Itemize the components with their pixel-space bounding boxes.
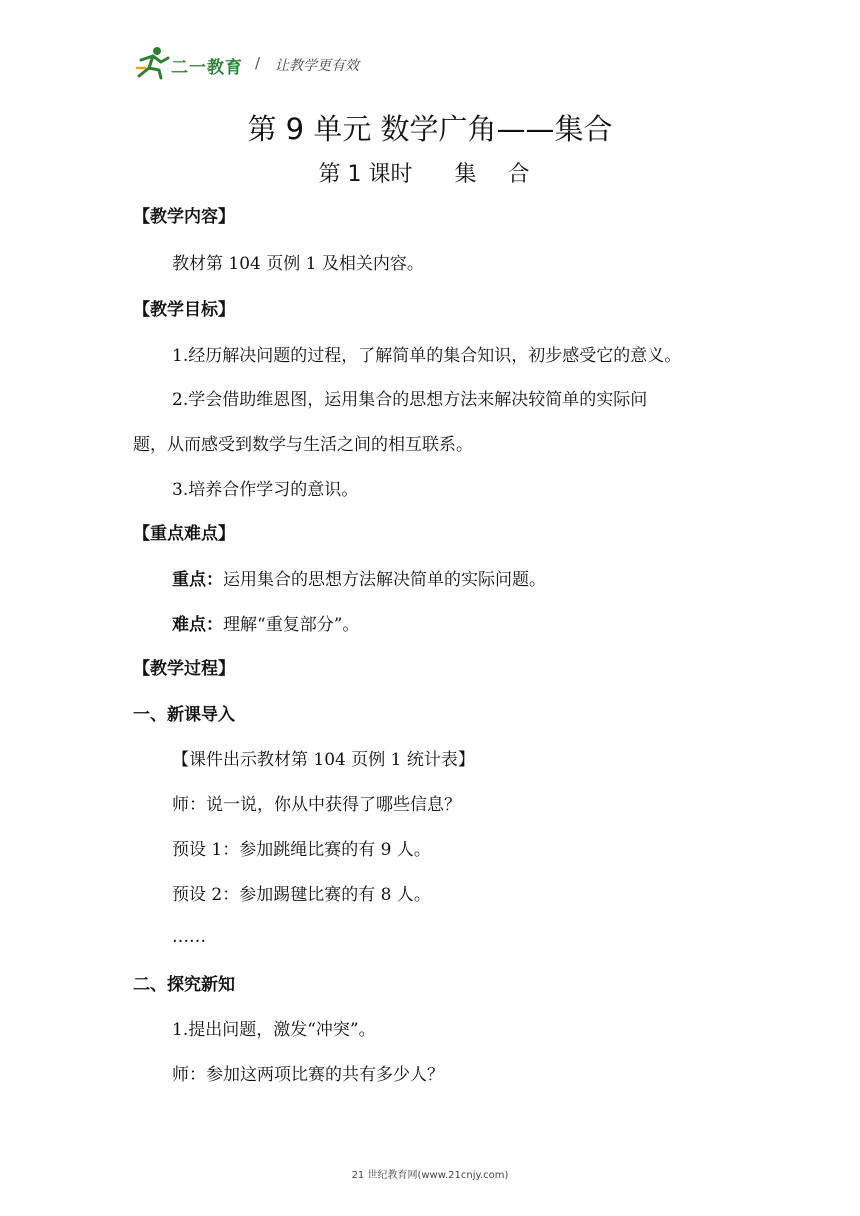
section-heading-content: 【教学内容】	[133, 207, 235, 227]
content-text: 教材第 104 页例 1 及相关内容。	[172, 254, 424, 274]
lesson-title	[0, 157, 860, 188]
preset-answer-1: 预设 1：参加跳绳比赛的有 9 人。	[172, 840, 431, 860]
difficult-point	[172, 613, 359, 637]
part-1-heading: 一、新课导入	[133, 705, 235, 725]
header-slogan: 让教学更有效	[275, 58, 359, 74]
keypoints-heading-text: 【重点难点】	[133, 524, 235, 544]
difficult-label: 难点：	[172, 615, 223, 635]
section-heading-process: 【教学过程】	[133, 659, 235, 679]
key-text: 运用集合的思想方法解决简单的实际问题。	[223, 570, 546, 590]
runner-logo-icon	[135, 46, 171, 80]
goal-2-line-2: 题，从而感受到数学与生活之间的相互联系。	[133, 435, 473, 455]
teacher-question-2: 师：参加这两项比赛的共有多少人？	[172, 1065, 444, 1085]
preset-answer-2: 预设 2：参加踢毽比赛的有 8 人。	[172, 885, 431, 905]
logo-text: 二一教育	[171, 58, 243, 78]
ellipsis: ……	[172, 927, 206, 947]
difficult-text: 理解“重复部分”。	[223, 615, 360, 635]
key-label: 重点：	[172, 570, 223, 590]
lesson-topic: 集 合	[454, 162, 542, 187]
page-footer: 21 世纪教育网(www.21cnjy.com)	[351, 1170, 509, 1181]
section-heading-keypoints	[133, 522, 235, 546]
section-heading-goals: 【教学目标】	[133, 300, 235, 320]
goal-2-line-1: 2.学会借助维恩图，运用集合的思想方法来解决较简单的实际问	[172, 390, 648, 410]
courseware-note: 【课件出示教材第 104 页例 1 统计表】	[172, 750, 475, 770]
step-1: 1.提出问题，激发“冲突”。	[172, 1020, 376, 1040]
header-divider: /	[255, 54, 261, 72]
goal-1: 1.经历解决问题的过程，了解简单的集合知识，初步感受它的意义。	[172, 346, 682, 366]
lesson-number: 第 1 课时	[318, 162, 413, 187]
key-point	[172, 568, 546, 592]
part-2-heading: 二、探究新知	[133, 975, 235, 995]
page-header	[135, 44, 735, 84]
unit-title: 第 9 单元 数学广角——集合	[247, 112, 613, 146]
teacher-question-1: 师：说一说，你从中获得了哪些信息？	[172, 795, 461, 815]
goal-3: 3.培养合作学习的意识。	[172, 480, 359, 500]
